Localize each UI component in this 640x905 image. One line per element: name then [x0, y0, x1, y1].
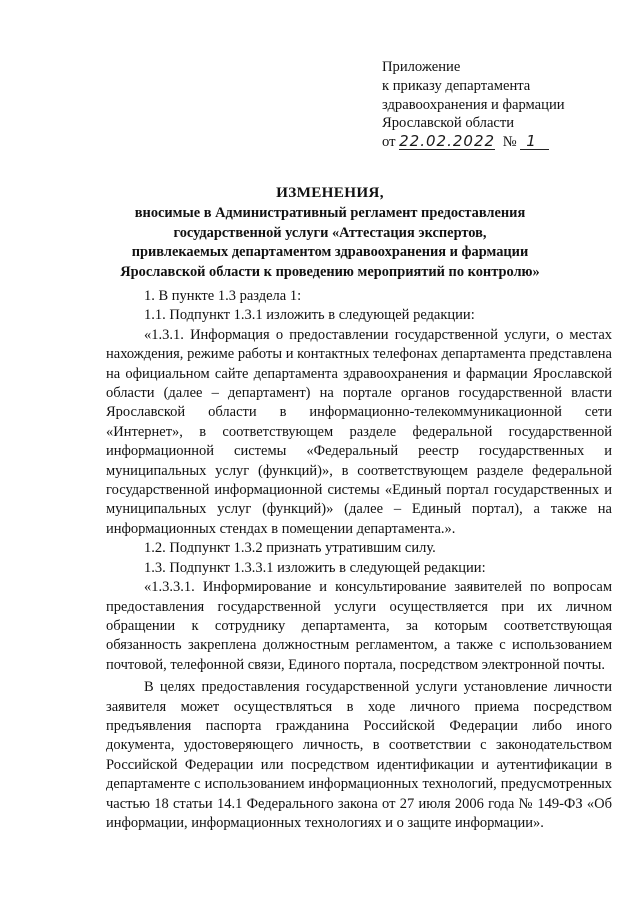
- title-line: вносимые в Административный регламент предоставления: [134, 205, 526, 222]
- appendix-line: Ярославской области: [382, 115, 515, 132]
- order-date-line: [382, 133, 622, 152]
- title-line: государственной услуги «Аттестация экспертов,: [173, 224, 487, 241]
- handwritten-number: 1: [520, 133, 549, 150]
- number-prefix: №: [502, 134, 517, 151]
- paragraph: В целях предоставления государственной услуги установление личности заявителя может осуществляться в ходе личного приема посредством предъявления паспорта гражданина Российской Федерации либо иного документа, удостоверяющего личность, в соответствии с законодательством Российской Федерации или посредством идентификации и аутентификации в департаменте с использованием информационных технологий, предусмотренных частью 18 статьи 14.1 Федерального закона от 27 июля 2006 года № 149-ФЗ «Об информации, информационных технологиях и о защите информации».: [106, 679, 612, 831]
- paragraph: «1.3.3.1. Информирование и консультирование заявителей по вопросам предоставления государственной услуги осуществляется при их личном обращении к сотруднику департамента, за которым соответствующая обязанность закреплена должностным регламентом, а также с использованием почтовой, телефонной связи, Единого портала, посредством электронной почты.: [106, 579, 612, 673]
- title-line: привлекаемых департаментом здравоохранения и фармации: [131, 244, 529, 261]
- appendix-line: Приложение: [382, 59, 461, 75]
- paragraph: «1.3.1. Информация о предоставлении государственной услуги, о местах нахождения, режиме работы и контактных телефонах департамента представлена на официальном сайте департамента здравоохранения и фармации Ярославской области (далее – департамент) на портале органов государственной власти Ярославской области в информационно-телекоммуникационной сети «Интернет», в соответствующем разделе федеральной государственной информационной системы «Федеральный реестр государственных и муниципальных услуг (функций)», в соответствующем разделе федеральной государственной информационной системы «Единый портал государственных и муниципальных услуг (функций)» (далее – Единый портал), а также на информационных стендах в помещении департамента.».: [106, 326, 612, 537]
- document-body: [106, 287, 612, 833]
- title-main: ИЗМЕНЕНИЯ,: [276, 184, 384, 201]
- appendix-line: здравоохранения и фармации: [382, 96, 565, 113]
- appendix-block: [382, 58, 622, 152]
- document-title: [90, 183, 570, 282]
- paragraph: 1.2. Подпункт 1.3.2 признать утратившим силу.: [144, 540, 436, 557]
- handwritten-date: 22.02.2022: [399, 132, 496, 151]
- paragraph: 1. В пункте 1.3 раздела 1:: [144, 288, 302, 304]
- title-line: Ярославской области к проведению мероприятий по контролю»: [120, 263, 540, 280]
- date-prefix: от: [382, 134, 396, 151]
- paragraph: 1.1. Подпункт 1.3.1 изложить в следующей редакции:: [144, 307, 475, 324]
- paragraph: 1.3. Подпункт 1.3.3.1 изложить в следующей редакции:: [144, 559, 486, 576]
- appendix-line: к приказу департамента: [382, 77, 531, 94]
